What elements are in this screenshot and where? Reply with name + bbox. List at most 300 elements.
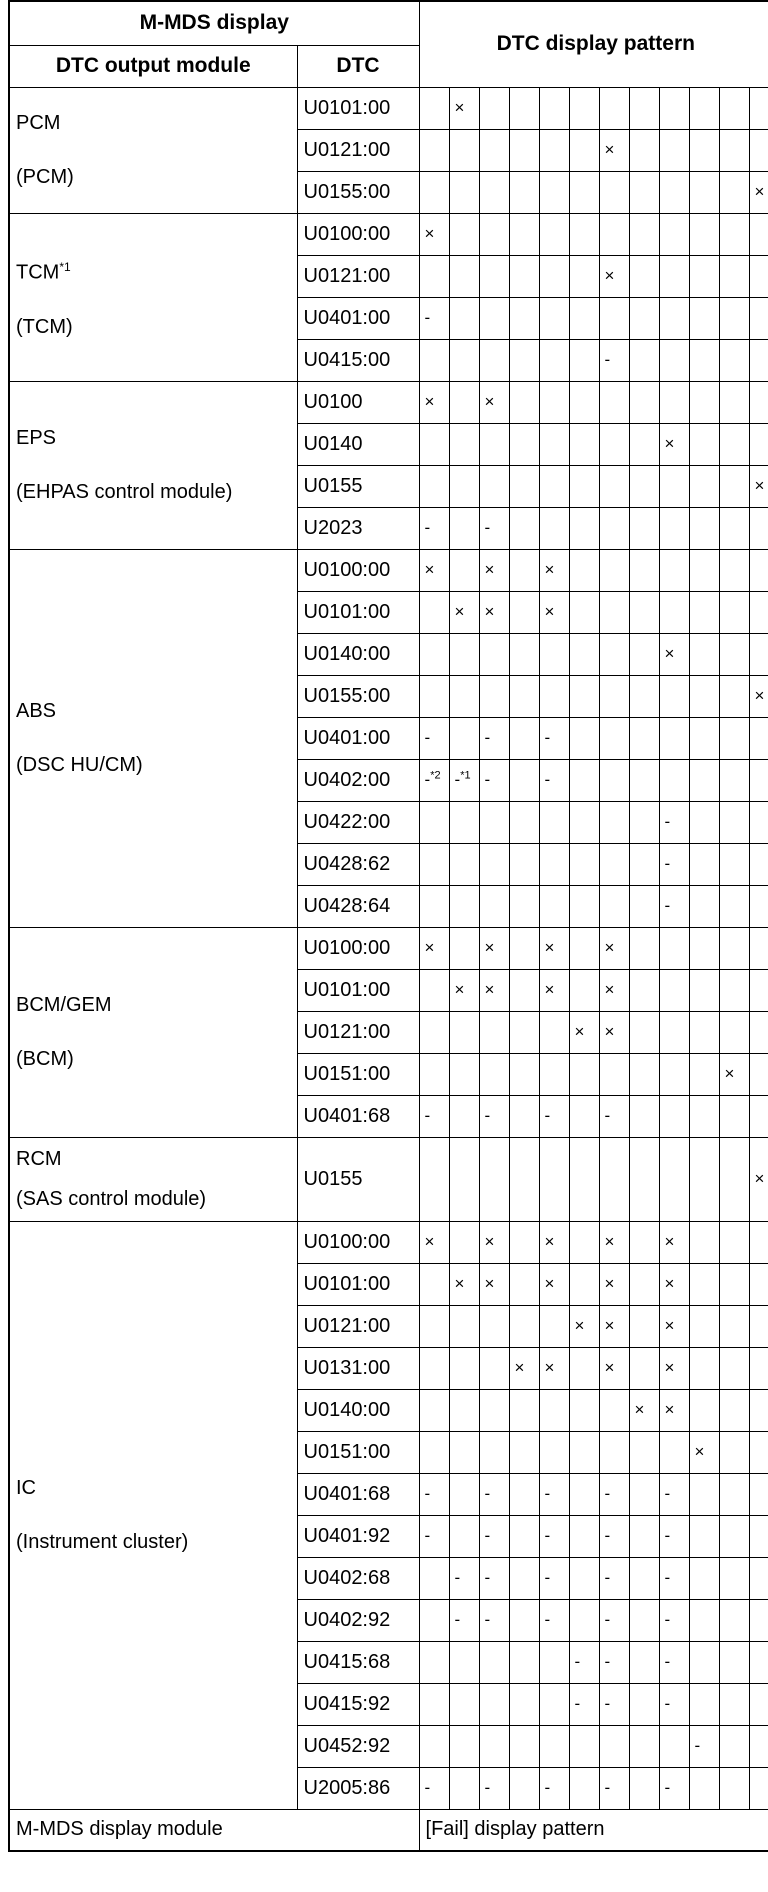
pattern-cell: [479, 1683, 509, 1725]
pattern-cell: ×: [419, 381, 449, 423]
pattern-cell: [509, 339, 539, 381]
module-name-line: [16, 240, 297, 300]
pattern-cell: [689, 717, 719, 759]
pattern-cell: [659, 465, 689, 507]
pattern-cell: ×: [599, 255, 629, 297]
module-description: (SAS control module): [16, 1188, 207, 1210]
pattern-cell: [629, 1431, 659, 1473]
pattern-cell: ×: [599, 1263, 629, 1305]
module-cell: [9, 1137, 297, 1221]
pattern-cell: [719, 1515, 749, 1557]
pattern-cell: [659, 969, 689, 1011]
pattern-cell: [689, 1095, 719, 1137]
pattern-cell: [509, 87, 539, 129]
dtc-code: U0401:00: [297, 297, 419, 339]
pattern-cell: ×: [749, 1137, 768, 1221]
dtc-code: U0401:68: [297, 1095, 419, 1137]
pattern-cell: [569, 381, 599, 423]
pattern-cell: [719, 759, 749, 801]
pattern-cell: [749, 633, 768, 675]
pattern-cell: -: [659, 885, 689, 927]
pattern-cell: [449, 1725, 479, 1767]
pattern-cell: [539, 87, 569, 129]
pattern-cell: [569, 465, 599, 507]
pattern-cell: [509, 1515, 539, 1557]
pattern-cell: [449, 801, 479, 843]
pattern-cell: [689, 129, 719, 171]
pattern-cell: [719, 87, 749, 129]
pattern-cell: [449, 1011, 479, 1053]
pattern-cell: [689, 507, 719, 549]
module-cell: [9, 549, 297, 927]
dtc-code: U0121:00: [297, 255, 419, 297]
pattern-cell: [539, 1683, 569, 1725]
pattern-cell: [509, 1473, 539, 1515]
pattern-cell: [539, 255, 569, 297]
dtc-code: U0415:92: [297, 1683, 419, 1725]
pattern-cell: [449, 1431, 479, 1473]
pattern-cell: ×: [659, 1347, 689, 1389]
dtc-code: U2023: [297, 507, 419, 549]
pattern-cell: [689, 1305, 719, 1347]
pattern-cell: [629, 1599, 659, 1641]
pattern-cell: [419, 759, 449, 801]
pattern-cell: [749, 1095, 768, 1137]
pattern-cell: ×: [599, 969, 629, 1011]
pattern-cell: [629, 591, 659, 633]
pattern-cell: [749, 129, 768, 171]
pattern-cell: -: [599, 1515, 629, 1557]
pattern-cell: [749, 87, 768, 129]
pattern-cell: [509, 1221, 539, 1263]
pattern-cell: [449, 255, 479, 297]
pattern-cell: ×: [419, 213, 449, 255]
pattern-cell: [509, 675, 539, 717]
pattern-cell: ×: [749, 675, 768, 717]
pattern-cell: -: [659, 1515, 689, 1557]
pattern-cell: [569, 591, 599, 633]
pattern-cell: -: [419, 1473, 449, 1515]
dtc-code: U0401:68: [297, 1473, 419, 1515]
pattern-cell: [749, 717, 768, 759]
pattern-cell: [509, 129, 539, 171]
pattern-cell: [659, 297, 689, 339]
pattern-cell: [599, 1137, 629, 1221]
pattern-cell: [539, 1389, 569, 1431]
pattern-cell: [449, 1683, 479, 1725]
pattern-cell: ×: [479, 927, 509, 969]
dtc-code: U0100:00: [297, 213, 419, 255]
pattern-cell: [689, 1767, 719, 1809]
pattern-cell: -: [539, 1767, 569, 1809]
pattern-cell: [419, 675, 449, 717]
dtc-code: U0140:00: [297, 1389, 419, 1431]
dtc-code: U2005:86: [297, 1767, 419, 1809]
pattern-cell: [569, 1221, 599, 1263]
pattern-cell: ×: [479, 1263, 509, 1305]
dtc-code: U0452:92: [297, 1725, 419, 1767]
pattern-cell: [539, 1431, 569, 1473]
pattern-cell: [689, 1389, 719, 1431]
pattern-cell: [689, 1473, 719, 1515]
pattern-cell: [569, 507, 599, 549]
pattern-cell: [599, 801, 629, 843]
pattern-cell: [749, 1557, 768, 1599]
pattern-cell: [449, 507, 479, 549]
dtc-code: U0121:00: [297, 129, 419, 171]
pattern-cell: [749, 297, 768, 339]
pattern-cell: [749, 423, 768, 465]
pattern-cell: [629, 171, 659, 213]
pattern-cell: [629, 1011, 659, 1053]
pattern-cell: [689, 927, 719, 969]
pattern-cell: [539, 1641, 569, 1683]
pattern-cell: -: [689, 1725, 719, 1767]
dtc-code: U0101:00: [297, 87, 419, 129]
pattern-cell: [689, 171, 719, 213]
pattern-cell: [449, 1095, 479, 1137]
pattern-cell: [689, 423, 719, 465]
pattern-cell: [599, 759, 629, 801]
pattern-cell: [449, 1641, 479, 1683]
pattern-cell: [599, 675, 629, 717]
pattern-cell: [719, 1599, 749, 1641]
pattern-cell: ×: [449, 591, 479, 633]
table-row: [9, 927, 768, 969]
pattern-cell: [659, 675, 689, 717]
pattern-cell: ×: [659, 1263, 689, 1305]
pattern-cell: [629, 1641, 659, 1683]
pattern-cell: [599, 297, 629, 339]
pattern-cell: [539, 675, 569, 717]
pattern-cell: [419, 1431, 449, 1473]
pattern-cell: [419, 465, 449, 507]
pattern-cell: [479, 1137, 509, 1221]
pattern-cell: [539, 339, 569, 381]
pattern-cell: ×: [599, 1221, 629, 1263]
pattern-cell: [479, 633, 509, 675]
pattern-cell: [719, 843, 749, 885]
pattern-cell: [629, 129, 659, 171]
pattern-cell: ×: [479, 591, 509, 633]
pattern-cell: [659, 1431, 689, 1473]
pattern-cell: -: [419, 1767, 449, 1809]
pattern-cell: [749, 1431, 768, 1473]
pattern-cell: [689, 969, 719, 1011]
pattern-cell: -: [599, 339, 629, 381]
pattern-cell: -: [599, 1767, 629, 1809]
dtc-code: U0101:00: [297, 1263, 419, 1305]
pattern-cell: ×: [539, 1221, 569, 1263]
dtc-code: U0121:00: [297, 1305, 419, 1347]
pattern-cell: [689, 843, 719, 885]
pattern-cell: [719, 381, 749, 423]
pattern-cell: ×: [659, 633, 689, 675]
pattern-cell: [629, 465, 659, 507]
pattern-cell: [659, 1725, 689, 1767]
pattern-cell: ×: [479, 381, 509, 423]
pattern-cell: [449, 549, 479, 591]
pattern-cell: [569, 801, 599, 843]
pattern-cell: [449, 885, 479, 927]
pattern-cell: [689, 1599, 719, 1641]
pattern-mark: -$^{*1}$: [454, 769, 471, 790]
pattern-cell: [689, 465, 719, 507]
pattern-cell: [539, 423, 569, 465]
table-row: [9, 381, 768, 423]
pattern-cell: -: [539, 759, 569, 801]
pattern-cell: [719, 171, 749, 213]
pattern-cell: [719, 1011, 749, 1053]
pattern-cell: [659, 255, 689, 297]
pattern-cell: [599, 591, 629, 633]
pattern-cell: [689, 1557, 719, 1599]
pattern-cell: [479, 423, 509, 465]
pattern-cell: [629, 87, 659, 129]
pattern-cell: [659, 381, 689, 423]
pattern-cell: -: [599, 1599, 629, 1641]
pattern-cell: [719, 927, 749, 969]
pattern-cell: [569, 1725, 599, 1767]
pattern-cell: [689, 801, 719, 843]
module-footnote-mark: *1: [59, 260, 71, 275]
pattern-cell: [719, 507, 749, 549]
module-name: BCM/GEM: [16, 994, 112, 1016]
pattern-cell: ×: [419, 927, 449, 969]
pattern-cell: ×: [659, 423, 689, 465]
pattern-cell: ×: [719, 1053, 749, 1095]
pattern-cell: [689, 255, 719, 297]
pattern-cell: [449, 171, 479, 213]
pattern-cell: [419, 633, 449, 675]
pattern-cell: [419, 843, 449, 885]
pattern-cell: [569, 675, 599, 717]
pattern-cell: [509, 507, 539, 549]
pattern-cell: [539, 213, 569, 255]
pattern-cell: [419, 969, 449, 1011]
pattern-cell: [629, 1263, 659, 1305]
pattern-cell: ×: [419, 1221, 449, 1263]
pattern-cell: [629, 1725, 659, 1767]
pattern-cell: [749, 1389, 768, 1431]
pattern-cell: -: [479, 1095, 509, 1137]
pattern-cell: [419, 1053, 449, 1095]
pattern-cell: [629, 339, 659, 381]
pattern-cell: [479, 1725, 509, 1767]
pattern-cell: [749, 885, 768, 927]
pattern-cell: [599, 1053, 629, 1095]
pattern-cell: ×: [539, 927, 569, 969]
pattern-cell: [449, 927, 479, 969]
pattern-cell: [479, 465, 509, 507]
pattern-cell: [449, 1221, 479, 1263]
pattern-cell: [509, 1305, 539, 1347]
pattern-cell: [479, 297, 509, 339]
pattern-cell: [569, 297, 599, 339]
pattern-mark: -$^{*2}$: [424, 769, 441, 790]
table-row: [9, 1137, 768, 1221]
pattern-cell: [539, 507, 569, 549]
footer-fail-display-pattern: [Fail] display pattern: [419, 1809, 768, 1851]
module-name: IC: [16, 1477, 36, 1499]
pattern-cell: [599, 885, 629, 927]
table-body: [9, 87, 768, 1809]
pattern-cell: [689, 1347, 719, 1389]
table-row: [9, 87, 768, 129]
pattern-cell: [419, 1011, 449, 1053]
pattern-cell: [629, 717, 659, 759]
pattern-cell: [479, 1641, 509, 1683]
dtc-output-module-header: DTC output module: [9, 45, 297, 87]
pattern-cell: [749, 507, 768, 549]
module-cell: [9, 1221, 297, 1809]
pattern-cell: [719, 717, 749, 759]
pattern-cell: -: [479, 717, 509, 759]
pattern-cell: -: [479, 759, 509, 801]
pattern-cell: -: [479, 1473, 509, 1515]
pattern-cell: [569, 1557, 599, 1599]
pattern-cell: [719, 969, 749, 1011]
pattern-cell: [689, 633, 719, 675]
pattern-cell: [449, 339, 479, 381]
pattern-cell: ×: [599, 1011, 629, 1053]
pattern-cell: -: [419, 717, 449, 759]
pattern-cell: [419, 87, 449, 129]
pattern-cell: [719, 1557, 749, 1599]
pattern-cell: [539, 885, 569, 927]
pattern-cell: [539, 633, 569, 675]
pattern-cell: [569, 1599, 599, 1641]
pattern-cell: [689, 1221, 719, 1263]
dtc-header: DTC: [297, 45, 419, 87]
pattern-cell: [479, 1011, 509, 1053]
pattern-cell: ×: [599, 1305, 629, 1347]
pattern-cell: [449, 843, 479, 885]
pattern-cell: ×: [599, 1347, 629, 1389]
pattern-cell: [689, 87, 719, 129]
pattern-cell: ×: [569, 1011, 599, 1053]
pattern-cell: -: [539, 1599, 569, 1641]
pattern-cell: [719, 297, 749, 339]
dtc-code: U0100: [297, 381, 419, 423]
pattern-cell: [689, 381, 719, 423]
pattern-cell: [719, 1095, 749, 1137]
pattern-cell: [449, 1515, 479, 1557]
pattern-cell: [569, 927, 599, 969]
pattern-cell: [719, 675, 749, 717]
dtc-code: U0402:92: [297, 1599, 419, 1641]
pattern-cell: [569, 1137, 599, 1221]
pattern-cell: [569, 1263, 599, 1305]
pattern-cell: [449, 633, 479, 675]
pattern-cell: [749, 927, 768, 969]
pattern-cell: ×: [449, 1263, 479, 1305]
pattern-cell: -: [599, 1683, 629, 1725]
pattern-cell: [419, 591, 449, 633]
pattern-cell: [419, 129, 449, 171]
pattern-cell: -: [449, 1557, 479, 1599]
pattern-cell: [479, 339, 509, 381]
pattern-cell: ×: [479, 549, 509, 591]
pattern-cell: ×: [749, 465, 768, 507]
dtc-code: U0151:00: [297, 1431, 419, 1473]
module-description: (PCM): [16, 166, 74, 188]
pattern-cell: [629, 549, 659, 591]
pattern-cell: ×: [689, 1431, 719, 1473]
pattern-cell: -: [659, 1557, 689, 1599]
module-description: (EHPAS control module): [16, 481, 233, 503]
pattern-cell: [749, 1011, 768, 1053]
pattern-cell: [509, 969, 539, 1011]
dtc-pattern-table-wrap: [8, 0, 768, 1852]
pattern-cell: [569, 885, 599, 927]
pattern-cell: [509, 885, 539, 927]
pattern-cell: [599, 549, 629, 591]
pattern-cell: [599, 717, 629, 759]
pattern-cell: [509, 1053, 539, 1095]
pattern-cell: [749, 1767, 768, 1809]
pattern-cell: [449, 129, 479, 171]
pattern-cell: [659, 339, 689, 381]
pattern-cell: [539, 843, 569, 885]
pattern-cell: [719, 1431, 749, 1473]
pattern-cell: [689, 591, 719, 633]
pattern-cell: -: [659, 843, 689, 885]
pattern-cell: [569, 339, 599, 381]
pattern-cell: [629, 1221, 659, 1263]
pattern-cell: -: [659, 1473, 689, 1515]
pattern-cell: [629, 675, 659, 717]
pattern-cell: [689, 759, 719, 801]
pattern-cell: [659, 1095, 689, 1137]
pattern-cell: [569, 423, 599, 465]
pattern-cell: -: [599, 1557, 629, 1599]
pattern-cell: [629, 759, 659, 801]
pattern-cell: [599, 633, 629, 675]
pattern-cell: [689, 297, 719, 339]
dtc-code: U0422:00: [297, 801, 419, 843]
pattern-cell: [659, 549, 689, 591]
dtc-display-pattern-header: DTC display pattern: [419, 1, 768, 87]
pattern-cell: [569, 1095, 599, 1137]
pattern-cell: [479, 1305, 509, 1347]
pattern-cell: -: [539, 717, 569, 759]
dtc-code: U0401:92: [297, 1515, 419, 1557]
pattern-cell: [539, 1725, 569, 1767]
pattern-cell: [629, 843, 659, 885]
pattern-cell: [509, 549, 539, 591]
pattern-cell: [719, 1137, 749, 1221]
module-name: EPS: [16, 427, 57, 449]
pattern-cell: [539, 801, 569, 843]
dtc-code: U0101:00: [297, 591, 419, 633]
module-cell: [9, 213, 297, 381]
pattern-cell: [629, 1515, 659, 1557]
dtc-code: U0151:00: [297, 1053, 419, 1095]
pattern-cell: [509, 759, 539, 801]
pattern-cell: [659, 759, 689, 801]
pattern-cell: [599, 465, 629, 507]
pattern-cell: [509, 591, 539, 633]
pattern-cell: [569, 171, 599, 213]
pattern-cell: [719, 255, 749, 297]
pattern-cell: [629, 1683, 659, 1725]
pattern-cell: -: [539, 1557, 569, 1599]
dtc-code: U0121:00: [297, 1011, 419, 1053]
pattern-cell: -: [569, 1683, 599, 1725]
pattern-cell: [509, 1431, 539, 1473]
pattern-cell: [569, 717, 599, 759]
